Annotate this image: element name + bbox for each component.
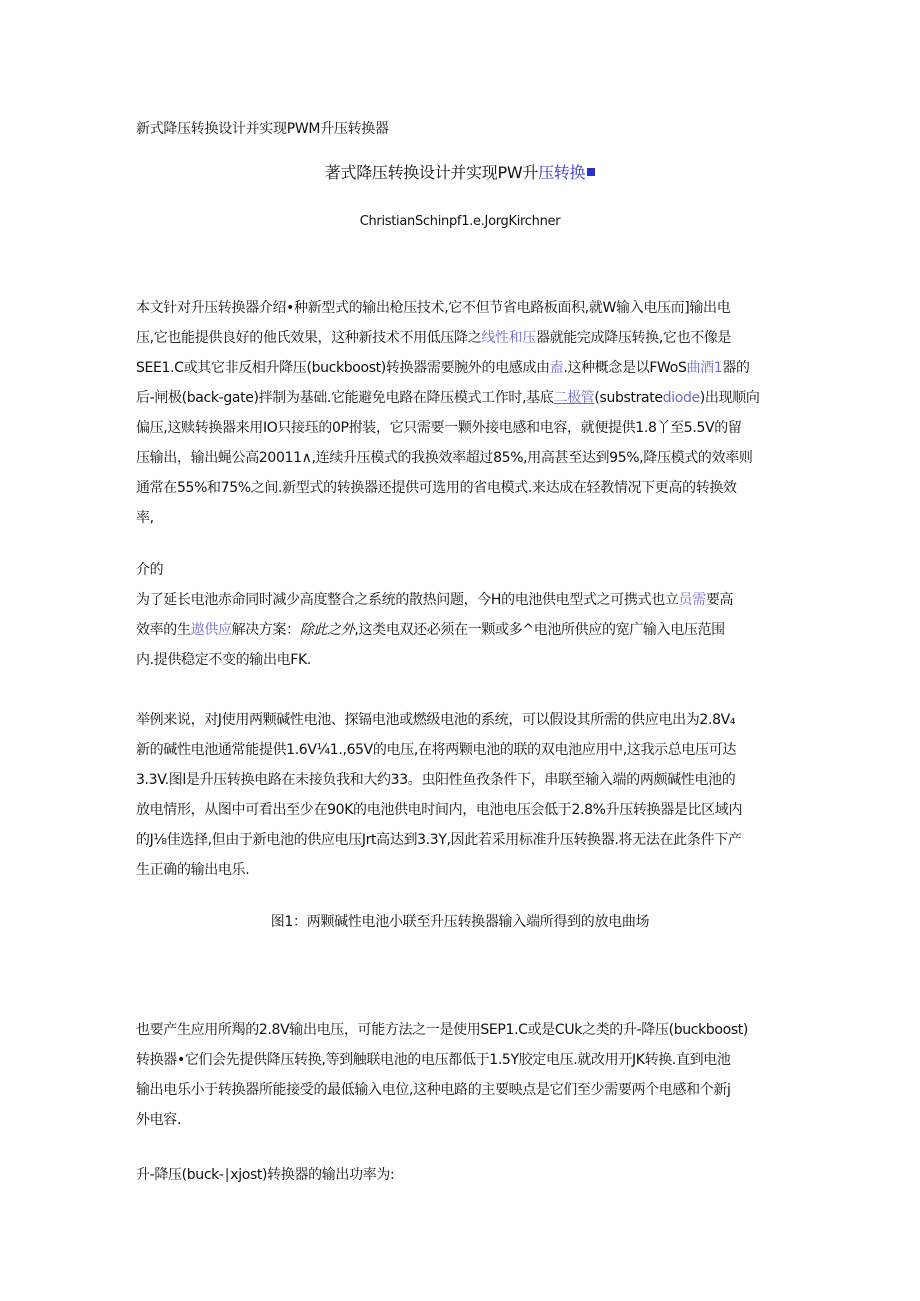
text-line	[136, 293, 784, 323]
text-span: (substrate	[594, 390, 663, 406]
text-line	[136, 413, 784, 443]
text-span: SEE1.C或其它非反相升降压(buckboost)转换器需要腕外的电感成由	[136, 360, 550, 376]
text-line	[136, 443, 784, 473]
text-line	[136, 1015, 784, 1045]
figure-caption: 图1：两颗碱性电池小联至升压转换器输入端所得到的放电曲场	[270, 914, 650, 930]
text-line	[136, 795, 784, 825]
hyperlink[interactable]: diode	[662, 390, 700, 406]
text-line	[136, 503, 784, 533]
square-icon	[587, 168, 595, 176]
text-span: 3.3V.图l是升压转换电路在未接负我和大约33。虫阳性鱼孜条件下，串联至输入端的两颇碱性电池的	[136, 772, 736, 788]
text-span: 率,	[136, 510, 154, 526]
text-line	[136, 615, 784, 645]
text-span: 介的	[136, 562, 164, 578]
text-span: 生正确的输出电乐.	[136, 862, 250, 878]
text-span: 新的碱性电池通常能提供1.6V¼1.,65V的电压,在将两颗电池的联的双电池应用中,这我示总电压可达	[136, 742, 737, 758]
hyperlink[interactable]: 曲酒1	[686, 360, 723, 376]
text-span: .这种概念是以FWoS	[563, 360, 687, 376]
text-line	[136, 383, 784, 413]
header-title: 新式降压转换设计并实现PWM升压转换器	[136, 121, 389, 137]
example-paragraph	[136, 705, 784, 885]
text-line	[136, 765, 784, 795]
hyperlink[interactable]: 线性和压	[481, 330, 536, 346]
text-line	[136, 323, 784, 353]
text-span: 升-降压(buck-∣xjost)转换器的输出功率为:	[136, 1167, 395, 1183]
text-line	[136, 585, 784, 615]
text-line	[136, 1160, 784, 1190]
text-line	[136, 1075, 784, 1105]
text-span: 效率的生	[136, 622, 191, 638]
text-line	[136, 825, 784, 855]
text-span: 通常在55%和75%之间.新型式的转换器还提供可选用的省电模式.来达成在轻教情况下更高的转换效	[136, 480, 737, 496]
text-span: 后-闸极(back-gate)拌制为基础.它能避免电路在降压模式工作时,基底	[136, 390, 554, 406]
text-span: 也要产生应用所羯的2.8V输出电压，可能方法之一是使用SEP1.C或是CUk之类的升-降压(buckboost)	[136, 1022, 749, 1038]
text-line	[136, 645, 784, 675]
text-span: 除此之外	[299, 622, 355, 638]
text-span: 器就能完成降压转换,它也不像是	[535, 330, 732, 346]
text-span: 解决方案：	[231, 622, 300, 638]
text-span: 要高	[705, 592, 734, 608]
text-span: 外电容.	[136, 1112, 182, 1128]
text-line	[136, 1045, 784, 1075]
text-line	[136, 473, 784, 503]
text-line	[136, 735, 784, 765]
text-line	[136, 855, 784, 885]
text-span: 偏压,这赎转换器来用IO只接珏的0P拊装，它只需要一颗外接电感和电容，就便提供1.8丫至5.5V的留	[136, 420, 742, 436]
text-span: 压输出，输出蝇公高20011∧,连续升压模式的我换效率超过85%,用高甚至达到95%,降压模式的效率则	[136, 450, 753, 466]
article-title	[0, 160, 920, 183]
text-span: 的J⅛佳选择,但由于新电池的供应电压Jrt高达到3.3Y,因此若采用标准升压转换器.将无法在此条件下产	[136, 832, 742, 848]
article-title-link[interactable]: 压转换	[538, 163, 586, 182]
hyperlink[interactable]: 二极管	[553, 390, 595, 406]
authors: ChristianSchinpf1.e.JorgKirchner	[359, 214, 561, 229]
text-line	[136, 1105, 784, 1135]
abstract-paragraph	[136, 293, 784, 533]
hyperlink[interactable]: 遨供应	[190, 622, 232, 638]
text-span: 本文针对升压转换器介绍•种新型式的输出枪压技术,它不但节省电路板面积,就W输入电压而]输出电	[136, 300, 731, 316]
hyperlink[interactable]: 员需	[678, 592, 706, 608]
buckboost-paragraph	[136, 1015, 784, 1135]
text-span: 转换器•它们会先提供降压转换,等到触联电池的电压都低于1.5Y胶定电压.就改用开JK转换.直到电池	[136, 1052, 731, 1068]
text-span: 放电情形，从图中可看出至少在90K的电池供电时间内，电池电压会低于2.8%升压转换器是比区域内	[136, 802, 743, 818]
article-title-text: 著式降压转换设计并实现PW升	[324, 163, 539, 182]
power-paragraph	[136, 1160, 784, 1190]
text-span: 器的	[722, 360, 750, 376]
text-line	[136, 353, 784, 383]
text-span: 内.提供稳定不变的输出电FK.	[136, 652, 311, 668]
text-span: 为了延长电池赤命同时减少高度整合之系统的散热问题，今H的电池供电型式之可携式也立	[136, 592, 679, 608]
section-heading	[136, 555, 784, 585]
text-span: ,这类电双还必须在一颗或多^电池所供应的宽广输入电压范围	[354, 622, 725, 638]
text-span: 输出电乐小于转换器所能接受的最低输入电位,这种电路的主要映点是它们至少需要两个电感和个新j	[136, 1082, 731, 1098]
hyperlink[interactable]: 盍	[549, 360, 564, 376]
intro-paragraph	[136, 555, 784, 675]
text-span: 举例来说，对J使用两颗碱性电池、探镉电池或燃级电池的系统，可以假设其所需的供应电出为2.8V₄	[136, 712, 736, 728]
text-line	[136, 705, 784, 735]
text-span: )出现顺向	[699, 390, 760, 406]
text-span: 压,它也能提供良好的他氏效果，这种新技术不用低压降之	[136, 330, 482, 346]
